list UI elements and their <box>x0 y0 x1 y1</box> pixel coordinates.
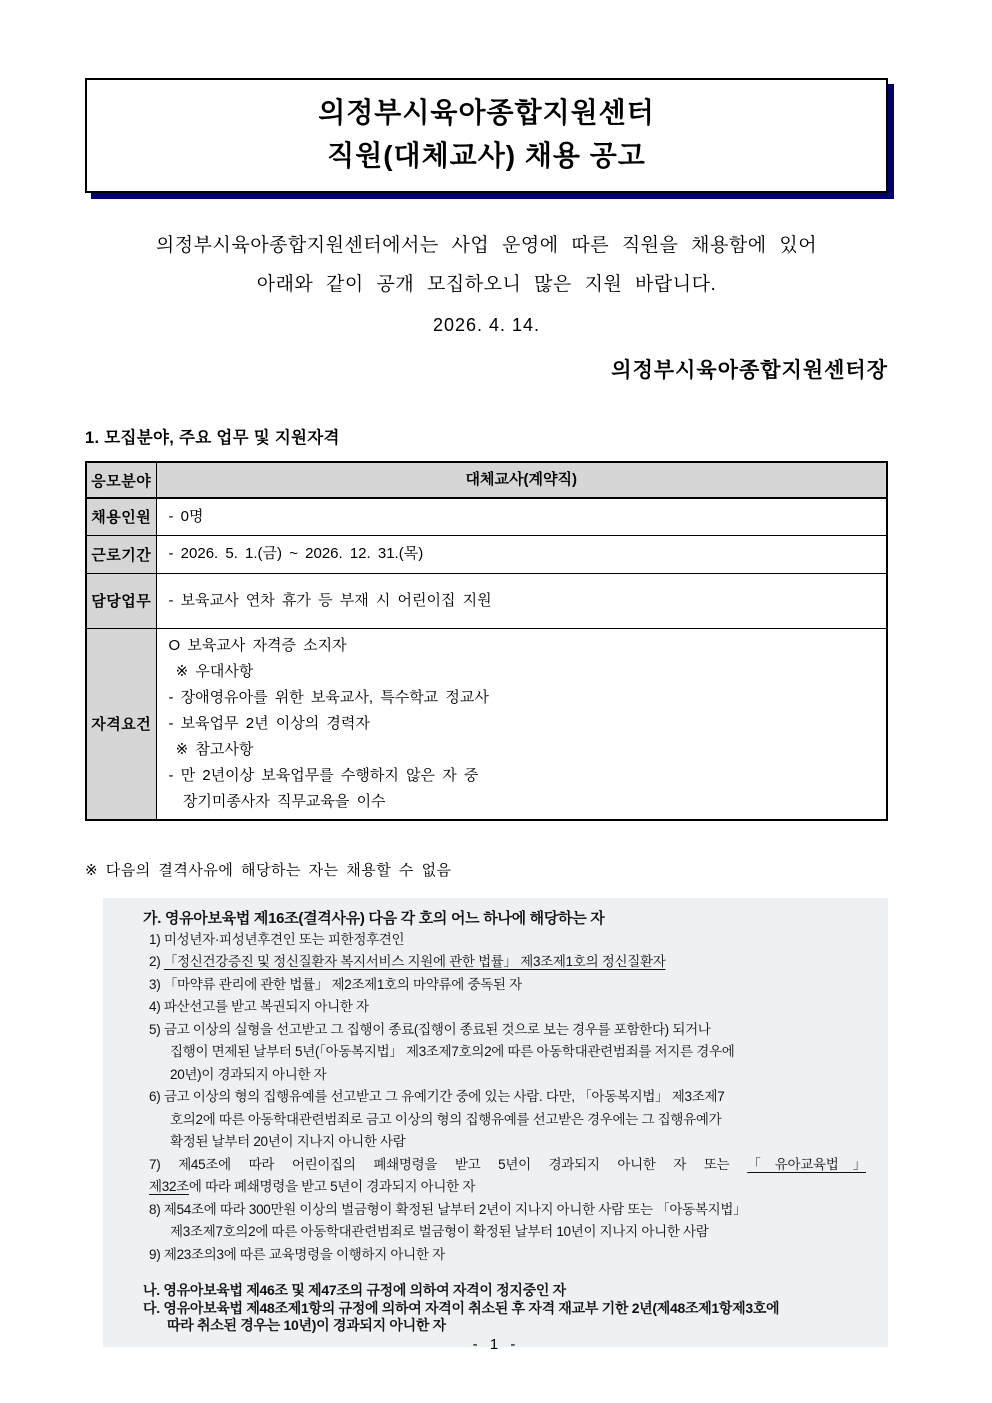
disqualification-line <box>143 908 870 929</box>
text-segment: 20년)이 경과되지 아니한 자 <box>170 1066 327 1082</box>
disqualification-line <box>143 974 870 997</box>
document-content <box>0 78 992 1347</box>
section-1-heading: 1. 모집분야, 주요 업무 및 지원자격 <box>85 429 340 447</box>
row-value-line: - 0명 <box>168 507 204 525</box>
underlined-law-reference: 제32조 <box>149 1179 189 1194</box>
spacer <box>143 1266 870 1282</box>
row-value-line: ※ 우대사항 <box>168 662 254 680</box>
row-label: 담당업무 <box>86 573 156 628</box>
row-value-line: 장기미종사자 직무교육을 이수 <box>168 792 386 810</box>
row-label: 근로기간 <box>86 535 156 573</box>
text-segment: 2) <box>149 954 164 969</box>
table-row <box>86 498 887 535</box>
table-row <box>86 462 887 498</box>
title-line-2: 직원(대체교사) 채용 공고 <box>327 140 646 171</box>
title-box <box>85 78 888 193</box>
disqualification-line <box>143 1019 870 1042</box>
text-segment: 호의2에 따른 아동학대관련범죄로 금고 이상의 형의 집행유예를 선고받은 경우에는 그 집행유예가 <box>170 1111 722 1127</box>
disqualification-line <box>143 1176 870 1199</box>
row-value <box>156 573 887 628</box>
row-value <box>156 628 887 820</box>
disqualification-line <box>143 1317 870 1335</box>
row-label: 응모분야 <box>86 462 156 498</box>
text-segment: 8) 제54조에 따라 300만원 이상의 벌금형이 확정된 날부터 2년이 지나지 아니한 사람 또는 「아동복지법」 <box>149 1201 747 1217</box>
text-segment: 3) 「마약류 관리에 관한 법률」 제2조제1호의 마약류에 중독된 자 <box>149 976 522 992</box>
text-segment: 7) 제45조에 따라 어린이집의 폐쇄명령을 받고 5년이 경과되지 아니한 자 또는 <box>149 1156 748 1172</box>
title-line-1: 의정부시육아종합지원센터 <box>318 97 655 128</box>
disqualification-line <box>143 929 870 952</box>
disqualification-line <box>143 996 870 1019</box>
disqualification-line <box>143 1300 870 1318</box>
table-row <box>86 535 887 573</box>
row-value-line: - 2026. 5. 1.(금) ~ 2026. 12. 31.(목) <box>168 545 424 562</box>
text-segment: 5) 금고 이상의 실형을 선고받고 그 집행이 종료(집행이 종료된 것으로 보는 경우를 포함한다) 되거나 <box>149 1021 711 1037</box>
text-segment: 가. 영유아보육법 제16조(결격사유) 다음 각 호의 어느 하나에 해당하는 자 <box>143 909 605 927</box>
announcement-date: 2026. 4. 14. <box>432 315 541 335</box>
disqualification-box <box>103 898 888 1347</box>
row-value-line: O 보육교사 자격증 소지자 <box>168 636 347 654</box>
text-segment: 나. 영유아보육법 제46조 및 제47조의 규정에 의하여 자격이 정지중인 자 <box>143 1282 566 1298</box>
row-value-line: - 만 2년이상 보육업무를 수행하지 않은 자 중 <box>168 766 479 784</box>
disqualification-line <box>143 1041 870 1064</box>
row-label: 채용인원 <box>86 498 156 535</box>
text-segment: 다. 영유아보육법 제48조제1항의 규정에 의하여 자격이 취소된 후 자격 재교부 기한 2년(제48조제1항제3호에 <box>143 1299 780 1316</box>
text-segment: 1) 미성년자·피성년후견인 또는 피한정후견인 <box>149 931 405 947</box>
table-row <box>86 628 887 820</box>
disqualification-line <box>143 1064 870 1087</box>
text-segment: 4) 파산선고를 받고 복권되지 아니한 자 <box>149 999 369 1014</box>
text-segment: 확정된 날부터 20년이 지나지 아니한 사람 <box>170 1134 406 1149</box>
row-label: 자격요건 <box>86 628 156 820</box>
text-segment: 9) 제23조의3에 따른 교육명령을 이행하지 아니한 자 <box>149 1246 445 1262</box>
disqualification-line <box>143 1199 870 1222</box>
disqualification-line <box>143 1086 870 1109</box>
qualification-table <box>85 461 888 821</box>
disqualification-note: ※ 다음의 결격사유에 해당하는 자는 채용할 수 없음 <box>85 861 452 879</box>
signature-title: 의정부시육아종합지원센터장 <box>611 359 888 382</box>
row-value-line: - 보육교사 연차 휴가 등 부재 시 어린이집 지원 <box>168 591 492 609</box>
disqualification-line <box>143 1154 870 1177</box>
text-segment: 제3조제7호의2에 따른 아동학대관련범죄로 벌금형이 확정된 날부터 10년이 지나지 아니한 사람 <box>170 1224 709 1239</box>
intro-paragraph <box>85 226 888 340</box>
text-segment: 집행이 면제된 날부터 5년(「아동복지법」 제3조제7호의2에 따른 아동학대관련범죄를 저지른 경우에 <box>170 1044 735 1059</box>
page-number: - 1 - <box>472 1336 520 1353</box>
row-value-line: - 보육업무 2년 이상의 경력자 <box>168 714 370 732</box>
qualification-table-body <box>86 462 887 820</box>
row-value-line: 대체교사(계약직) <box>465 471 577 488</box>
underlined-law-reference: 「유아교육법」 <box>747 1156 866 1172</box>
row-value <box>156 498 887 535</box>
row-value <box>156 462 887 498</box>
text-segment: 6) 금고 이상의 형의 집행유예를 선고받고 그 유예기간 중에 있는 사람. 다만, 「아동복지법」 제3조제7 <box>149 1089 725 1104</box>
disqualification-line <box>143 1131 870 1154</box>
disqualification-line <box>143 1109 870 1132</box>
disqualification-line <box>143 1282 870 1300</box>
underlined-law-reference: 「정신건강증진 및 정신질환자 복지서비스 지원에 관한 법률」 제3조제1호의 정신질환자 <box>163 954 666 969</box>
intro-line-1: 의정부시육아종합지원센터에서는 사업 운영에 따른 직원을 채용함에 있어 <box>155 235 818 256</box>
row-value <box>156 535 887 573</box>
row-value-line: - 장애영유아를 위한 보육교사, 특수학교 정교사 <box>168 688 489 706</box>
intro-line-2: 아래와 같이 공개 모집하오니 많은 지원 바랍니다. <box>256 274 717 295</box>
text-segment: 따라 취소된 경우는 10년)이 경과되지 아니한 자 <box>167 1317 446 1333</box>
disqualification-line <box>143 951 870 974</box>
disqualification-line <box>143 1221 870 1244</box>
disqualification-line <box>143 1244 870 1267</box>
table-row <box>86 573 887 628</box>
row-value-line: ※ 참고사항 <box>168 740 254 758</box>
text-segment: 에 따라 폐쇄명령을 받고 5년이 경과되지 아니한 자 <box>188 1179 476 1194</box>
